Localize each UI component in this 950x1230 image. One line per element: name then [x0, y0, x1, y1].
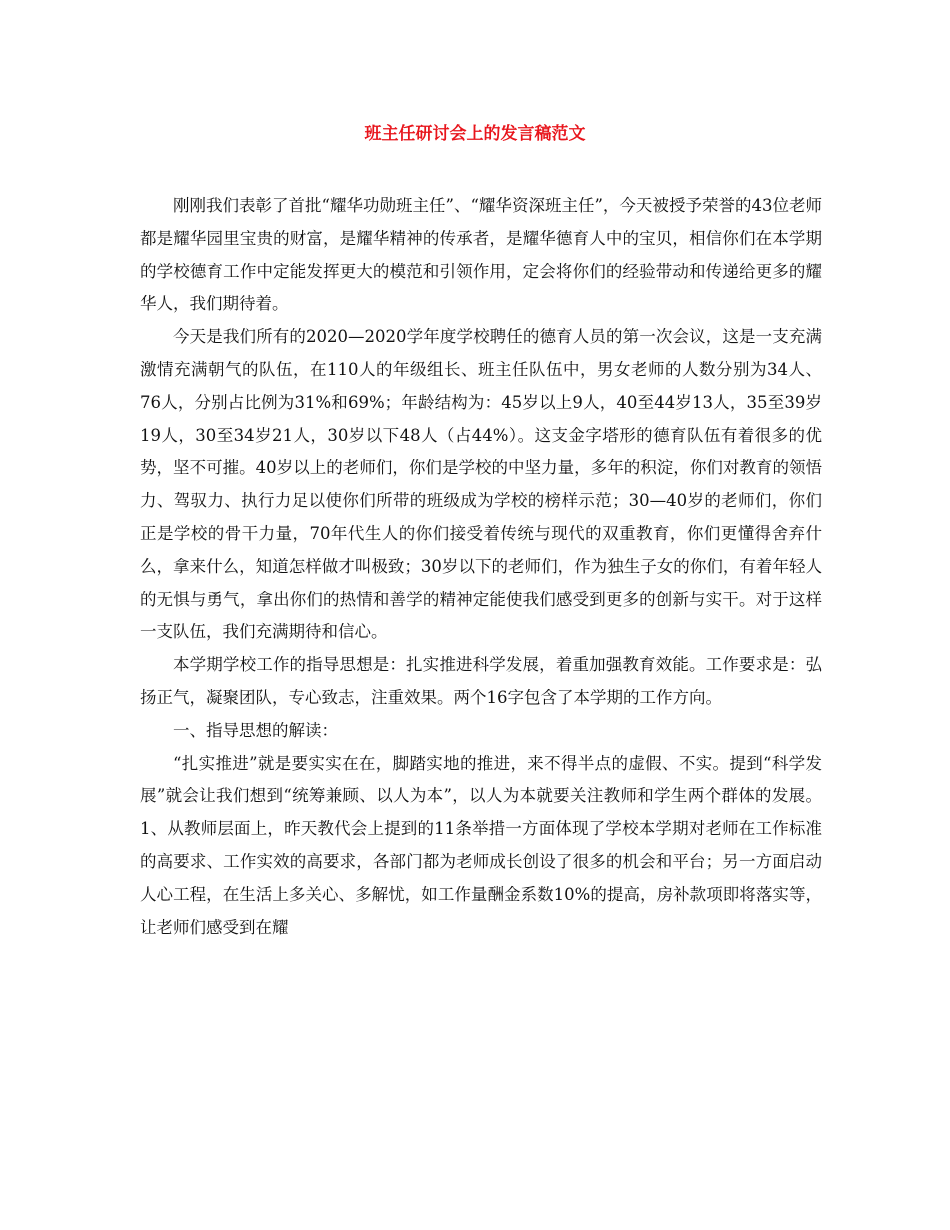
paragraph-commendation: 刚刚我们表彰了首批“耀华功勋班主任”、“耀华资深班主任”，今天被授予荣誉的43位老师都是耀华园里宝贵的财富，是耀华精神的传承者，是耀华德育人中的宝贝，相信你们在本学期的学校德育工作中定能发挥更大的模范和引领作用，定会将你们的经验带动和传递给更多的耀华人，我们期待着。: [140, 196, 822, 314]
paragraph-team-composition: 今天是我们所有的2020—2020学年度学校聘任的德育人员的第一次会议，这是一支充满激情充满朝气的队伍，在110人的年级组长、班主任队伍中，男女老师的人数分别为34人、76人，分别占比例为31%和69%；年龄结构为：45岁以上9人，40至44岁13人，35至39岁19人，30至34岁21人，30岁以下48人（占44%）。这支金字塔形的德育队伍有着很多的优势，坚不可摧。40岁以上的老师们，你们是学校的中坚力量，多年的积淀，你们对教育的领悟力、驾驭力、执行力足以使你们所带的班级成为学校的榜样示范；30—40岁的老师们，你们正是学校的骨干力量，70年代生人的你们接受着传统与现代的双重教育，你们更懂得舍弃什么，拿来什么，知道怎样做才叫极致；30岁以下的老师们，作为独生子女的你们，有着年轻人的无惧与勇气，拿出你们的热情和善学的精神定能使我们感受到更多的创新与实干。对于这样一支队伍，我们充满期待和信心。: [140, 327, 822, 642]
document-body: [140, 190, 822, 944]
section-heading-guiding-idea: 一、指导思想的解读：: [173, 720, 338, 740]
paragraph-guiding-idea: 本学期学校工作的指导思想是：扎实推进科学发展，着重加强教育效能。工作要求是：弘扬正气，凝聚团队，专心致志，注重效果。两个16字包含了本学期的工作方向。: [140, 655, 822, 707]
document-title: 班主任研讨会上的发言稿范文: [364, 124, 586, 144]
paragraph-interpretation: “扎实推进”就是要实实在在，脚踏实地的推进，来不得半点的虚假、不实。提到“科学发展”就会让我们想到“统筹兼顾、以人为本”，以人为本就要关注教师和学生两个群体的发展。1、从教师层面上，昨天教代会上提到的11条举措一方面体现了学校本学期对老师在工作标准的高要求、工作实效的高要求，各部门都为老师成长创设了很多的机会和平台；另一方面启动人心工程，在生活上多关心、多解忧，如工作量酬金系数10%的提高，房补款项即将落实等，让老师们感受到在耀: [140, 753, 822, 937]
